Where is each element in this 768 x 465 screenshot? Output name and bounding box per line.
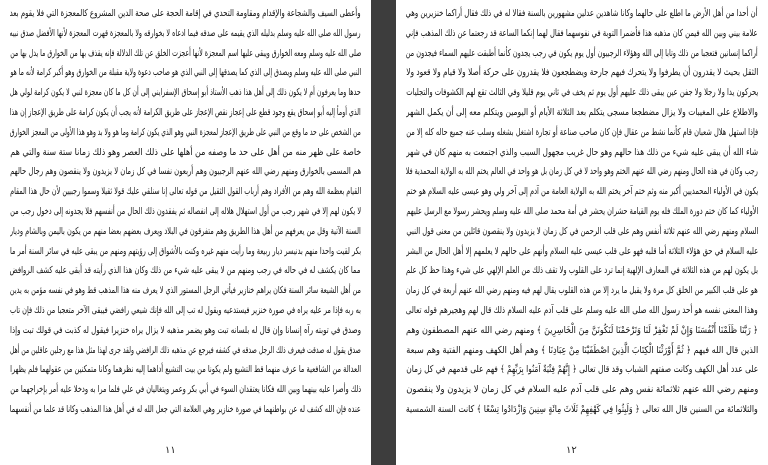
text-line [10,360,361,380]
text-line [10,341,361,361]
text-line-content: بكر لقيت واحدا منهم بدنيسر ديار ربيعة وما رأيت منهم غيره وكنت بالأشواق إلى رؤيتهم ومنهم من يبقى عليه في سائر السنة أمر ما [10,245,361,257]
text-line-content: هو على قلب الكبير من الخلق كل مرة ولا يقبل ما يرد إلا من هذه القلوب يقال لهم فيه ومنهم رضي الله عنهم أربعة في كل زمان [406,285,758,297]
text-line [10,83,361,103]
left-page [0,0,371,465]
text-line [10,222,361,242]
text-line [406,222,758,242]
text-line-content: فإذا استهل هلال شعبان قام كأنما نشط من عقال فإن كان صاحب صناعة أو تجارة اشتغل بشغله وسلب عنه جميع حاله كله إلا من [406,126,758,138]
text-line-content: صلى الله عليه وسلم ومعه الخوارق ويبقى عليها اسم المعجزة لأنها أعجزت الخلق عن تلك الدلالة فإنه يقذف بها من الخوارق ما يدل بها من [10,47,361,59]
text-line-content: وأعطى السيف والشجاعة والإقدام ومقاومة التحدي في إقامة الحجة على صحة الدين المشروع كالمعجزة التي فلا يقوم بعد [10,8,361,19]
text-line [406,182,758,202]
text-line [406,321,758,341]
text-line [10,4,361,24]
text-line-content: شاء الله أن يبقى عليه شيء من ذلك هذا حالهم وهو حال غريب مجهول السبب والذي اجتمعت به منهم كان في شهر [406,146,758,158]
text-line-content: ﴿ رَبَّنَا ظَلَمْنَا أَنْفُسَنَا وَإِنْ لَمْ تَغْفِرْ لَنَا وَتَرْحَمْنَا لَنَكُونَنَّ مِنَ الْخَاسِرِينَ ﴾ ومنهم رضي الله عنهم المصطفون وهم [406,324,758,336]
text-line-content: وصدق في توبته رآه إنسانا وإن قال له بلسانه تبت وهو يضمر مذهبه لا يزال يراه خنزيرا فيقول له كذبت في قولك تبت وإذا [10,324,361,336]
text-line [406,63,758,83]
left-page-text [10,4,361,420]
text-line [406,24,758,44]
text-line [10,123,361,143]
text-line-content: النبي صلى الله عليه وسلم ويصدق إلى الذي كما يصدقها إلى النبي الذي هو صاحب دعوة ولاية مقبلة من الخوارق وهو أكبر كرامة لأنه ما هو [10,67,361,79]
text-line [406,202,758,222]
text-line [10,24,361,44]
text-line [406,360,758,380]
text-line-content: حدها وما يعرفون أم لا يكون ذلك إلى أهل هذا ذهب الأستاذ أبو إسحاق الإسفرايني إلى أن كل ما كان معجزة لنبي لا يكون كرامة لولي هل [10,87,361,99]
text-line-content: الذين قال الله فيهم ﴿ ثُمَّ أَوْرَثْنَا الْكِتَابَ الَّذِينَ اصْطَفَيْنَا مِنْ عِبَادِنَا ﴾ وهم أهل الكهف ومنهم الفتية وهم سبعة [406,344,758,356]
text-line-content: هم المسمى بالخوارق ومنهم رضي الله عنهم الرجبيون وهم أربعون نفسا في كل زمان لا يزيدون ولا ينقصون وهم رجال حالهم [10,166,361,178]
text-line-content: صدق يقول له صدقت فيعرف ذلك الرجل صدقه في كشفه فيرجع عن مذهبه ذلك الرافضي ولقد جرى لهذا مثل هذا مع رجلين عاقلين من أهل [10,344,361,356]
text-line [406,261,758,281]
text-line-content: بل يكون لهم من هذه الثلاثة في المعارف الإلهية إنما ترد على القلوب ولا تقف ذلك من العلم الإلهي على شيء وهذا حظ كل علم [406,265,758,277]
text-line-content: القيام بعظمة الله وهم من الأفراد وهم أرباب القول الثقيل من قوله تعالى إنا سنلقي عليك قولا ثقيلا وسموا رجبيين لأن حال هذا المقام [10,186,361,198]
text-line-content: عليه السلام في حق هؤلاء الثلاثة أما قلبه فهو على قلب عيسى عليه السلام وأنهم على حالهم لا يعلمهم إلا أهل الحال من البشر [406,245,758,257]
text-line-content: السلام ومنهم رضي الله عنهم ثلاثة أنفس وهم على قلب الرحمن في كل زمان لا يزيدون ولا ينقصون قائلين من معنى قول النبي [406,225,758,237]
text-line [406,281,758,301]
text-line-content: من الشخص على حد ما وقع من النبي على طريق الإعجاز لمعجزة النبي وهو الذي يكون كرامة وما هو ولا بد وهو هذا الأولى من المعجز الخوارق [10,126,361,138]
text-line-content: ومنهم رضي الله عنهم ثلاثمائة نفس وهم على قلب آدم عليه السلام في كل زمان لا يزيدون ولا ينقصون [406,384,758,396]
text-line [10,162,361,182]
text-line [10,182,361,202]
text-line [406,242,758,262]
text-line [10,202,361,222]
text-line [406,301,758,321]
text-line [10,261,361,281]
text-line-content: رجب وكان في هذه الحال ومنهم رضي الله عنهم الختم وهو واحد لا في كل زمان بل هو واحد في العالم يختم الله به الولاية المحمدية فلا [406,166,758,178]
text-line-content: والاطلاع على المغيبات ولا يزال مضطجعا مسجى يتكلم بعد الثلاثة الأيام أو اليومين ويتكلم معه إلى أن يكمل الشهر [406,106,758,118]
text-line [10,103,361,123]
text-line-content: ذلك وأصرا عليه بينهما وبين الله فكانا يعتقدان السوء في أبي بكر وعمر ويتغاليان في علي فلما مرا به ودخلا عليه أمر بإخراجهما من [10,384,361,396]
page-number: ١٢ [566,445,577,456]
text-line [10,321,361,341]
page-number: ١١ [165,445,176,456]
text-line-content: الثقل بحيث لا يقدرون أن يطرفوا ولا يتحرك فيهم جارحة ويضطجعون فلا يقدرون على حركة أصلا ولا قيام ولا قعود ولا [406,67,758,79]
text-line [406,103,758,123]
text-line [10,400,361,420]
text-line-content: أن أحدا من أهل الأرض ما اطلع على حالهما وكانا شاهدين عدلين مشهورين بالسنة فقالا له في ذلك فقال أراكما خنزيرين وهي [406,8,758,19]
text-line [10,301,361,321]
text-line [406,380,758,400]
text-line [406,341,758,361]
text-line [10,281,361,301]
text-line [406,44,758,64]
text-line [10,63,361,83]
text-line-content: يحركون يدا ولا رجلا ولا جفن عين يبقى ذلك عليهم أول يوم ثم يخف في ثاني يوم قليلا وفي الثالث تقع لهم الكشوفات والتجليات [406,87,758,99]
text-line [406,162,758,182]
page-gutter [371,0,396,465]
text-line-content: يكون في الأولياء المحمديين أكبر منه وثم ختم آخر يختم الله به الولاية العامة من آدم إلى آخر ولي وهو عيسى عليه السلام هو ختم [406,186,758,198]
text-line [406,123,758,143]
text-line-content: الأولياء كما كان ختم دورة الملك فله يوم القيامة حشران يحشر في أمة محمد صلى الله عليه وسلم ويحشر رسولا مع الرسل عليهم [406,205,758,217]
text-line-content: عنده فإن الله كشف له عن بواطنهما في صورة خنازير وهي العلامة التي جعل الله له في أهل هذا المذهب وكانا قد علما من أنفسهما [10,403,361,415]
text-line-content: الذي أومأ إليه أبو إسحاق يقع وجود قطع على إعجاز نقص الإعجاز على طريق الكرامة لأنه يجب أن يكون كرامة على طريق الإعجاز إن هذا [10,106,361,118]
right-page [396,0,768,465]
text-line-content: والثلاثمائة من السنين قال الله تعالى ﴿ وَلَبِثُوا فِي كَهْفِهِمْ ثَلَاثَ مِائَةٍ سِنِينَ وَازْدَادُوا تِسْعًا ﴾ كانت السنة الشمسية [406,403,758,415]
text-line-content: رسول الله صلى الله عليه وسلم بدليله الذي يقيمه على صدقه فيما ادعاه لا بخوارقه ولا بالمعجزة قهرت المعجزة لأنها الأفضل صدق نبيه [10,27,361,39]
text-line [10,380,361,400]
text-line-content: خاصة على ظهر منه من أهل على حد ما وصفه من أهلها على ذلك العصر وهو ذلك زمانا ستة سنة والتي هم [10,146,361,158]
text-line-content: أراكما إنسانين فتعجبا من ذلك وتابا إلى الله وهؤلاء الرجبيون أول يوم يكون في رجب يجدون كأنما أطبقت عليهم السماء فيجدون من [406,47,758,59]
right-page-text [406,4,758,420]
text-line [406,4,758,24]
text-line-content: علامة بيني وبين الله فيمن كان مذهبه هذا فأضمرا التوبة في نفوسهما فقال لهما إنكما الساعة قد رجعتما عن ذلك المذهب فإني [406,27,758,39]
text-line [10,143,361,163]
text-line-content: مما كان يكشف له في حاله في رجب ومنهم من لا يبقى عليه شيء من ذلك وكان هذا الذي رأيته قد أبقى عليه كشف الروافض [10,265,361,277]
text-line [10,242,361,262]
text-line-content: به ربه فإذا مر عليه يراه في صورة خنزير فيستدعيه ويقول له تب إلى الله فإنك شيعي رافضي فيبقى الآخر متعجبا من ذلك فإن تاب [10,304,361,316]
text-line [406,143,758,163]
text-line-content: لا يكون لهم إلا في شهر رجب من أول استهلال هلاله إلى انفصاله ثم يفقدون ذلك الحال من أنفسهم فلا يجدونه إلى دخول رجب من [10,205,361,217]
text-line-content: العدالة من الشافعية ما عرف منهما قط التشيع ولم يكونا من بيت التشيع أداهما إليه نظرهما وكانا متمكنين من عقولهما فلم يظهرا [10,364,361,376]
text-line [406,83,758,103]
text-line-content: من أهل الشيعة سائر السنة فكان يراهم خنازير فيأتي الرجل المستور الذي لا يعرف منه هذا المذهب قط وهو في نفسه مؤمن به يدين [10,285,361,297]
text-line [10,44,361,64]
text-line-content: وهذا المعنى نفسه هو أحد رسول الله صلى الله عليه وسلم على قلب آدم عليه السلام ذلك قال لهم وهجيرهم قوله تعالى [406,304,758,316]
text-line-content: السنة الآتية وقل من يعرفهم من أهل هذا الطريق وهم متفرقون في البلاد ويعرف بعضهم بعضا منهم من يكون باليمن وبالشام وديار [10,225,361,237]
text-line [406,400,758,420]
text-line-content: على عدد أهل الكهف وكانت صفتهم الشباب وقد قال تعالى ﴿ إِنَّهُمْ فِتْيَةٌ آمَنُوا بِرَبِّهِمْ ﴾ فهم على قدمهم في كل زمان [406,364,758,376]
